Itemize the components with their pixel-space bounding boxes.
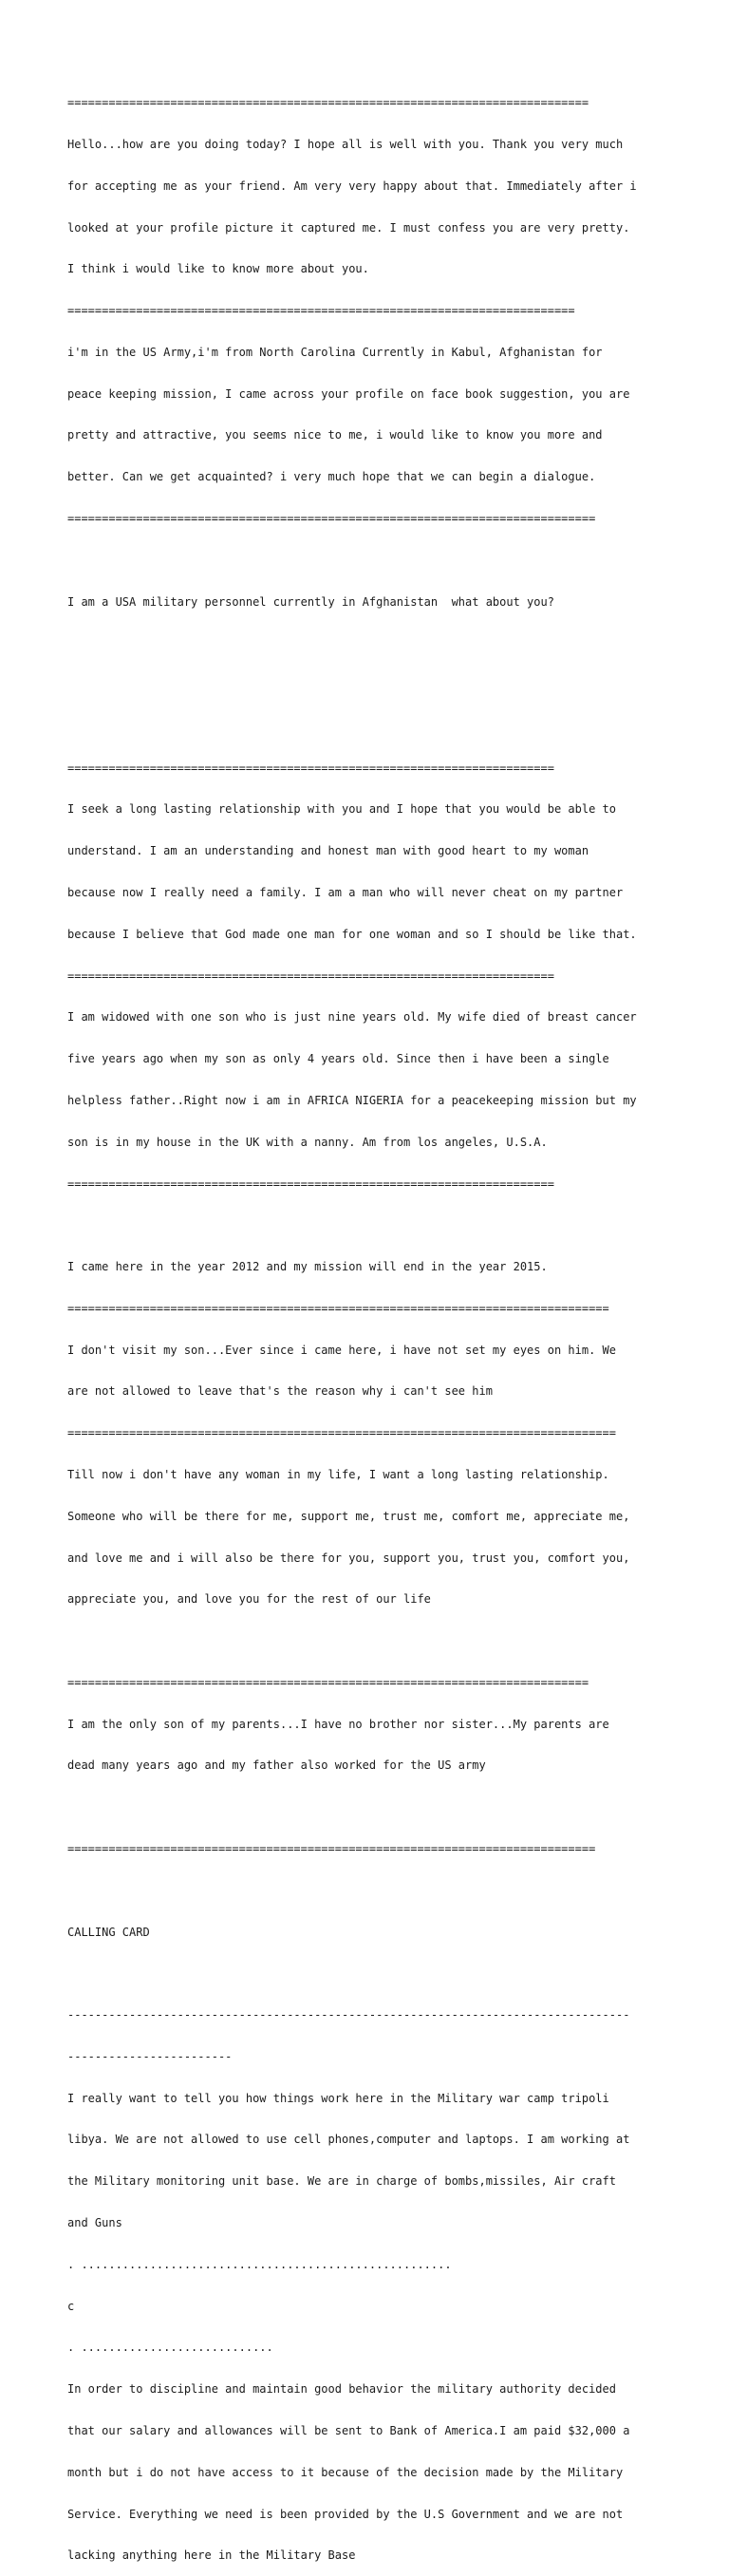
blank-line <box>67 678 675 692</box>
separator-line: ================================================================================ <box>67 1426 616 1440</box>
text-line: understand. I am an understanding and honest man with good heart to my woman <box>67 844 589 858</box>
text-line: I am widowed with one son who is just nine years old. My wife died of breast cancer <box>67 1010 637 1025</box>
separator-line: ============================================================================ <box>67 1675 589 1689</box>
text-line: c <box>67 2299 75 2313</box>
blank-line <box>67 1884 675 1898</box>
text-line: peace keeping mission, I came across your profile on face book suggestion, you are <box>67 386 630 401</box>
separator-line: =============================================================================== <box>67 1301 609 1315</box>
blank-line <box>67 554 675 568</box>
text-line: lacking anything here in the Military Base <box>67 2548 356 2563</box>
text-line: dead many years ago and my father also worked for the US army <box>67 1758 486 1773</box>
text-line: appreciate you, and love you for the rest of our life <box>67 1592 431 1607</box>
text-line: and Guns <box>67 2216 122 2230</box>
blank-line <box>67 720 675 734</box>
text-line: pretty and attractive, you seems nice to me, i would like to know you more and <box>67 428 603 442</box>
blank-line <box>67 1966 675 1981</box>
text-line: Someone who will be there for me, support me, trust me, comfort me, appreciate me, <box>67 1509 630 1523</box>
text-line: are not allowed to leave that's the reason why i can't see him <box>67 1384 493 1399</box>
separator-line: ============================================================================= <box>67 1842 596 1855</box>
separator-line: ======================================================================= <box>67 761 554 775</box>
text-line: I am a USA military personnel currently in Afghanistan what about you? <box>67 594 554 609</box>
dotted-line: . ............................ <box>67 2341 273 2355</box>
text-line: I don't visit my son...Ever since i came here, i have not set my eyes on him. We <box>67 1343 616 1357</box>
text-line: and love me and i will also be there for you, support you, trust you, comfort you, <box>67 1551 630 1565</box>
text-line: month but i do not have access to it because of the decision made by the Military <box>67 2465 624 2479</box>
text-line: In order to discipline and maintain good behavior the military authority decided <box>67 2382 616 2397</box>
text-line: five years ago when my son as only 4 years old. Since then i have been a single <box>67 1052 609 1066</box>
text-line: better. Can we get acquainted? i very much hope that we can begin a dialogue. <box>67 470 596 484</box>
text-line: I came here in the year 2012 and my mission will end in the year 2015. <box>67 1260 548 1274</box>
separator-line: ============================================================================ <box>67 96 589 110</box>
separator-line: ======================================================================= <box>67 968 554 983</box>
text-line: libya. We are not allowed to use cell phones,computer and laptops. I am working at <box>67 2133 630 2147</box>
text-line: because now I really need a family. I am a man who will never cheat on my partner <box>67 886 624 900</box>
text-line: the Military monitoring unit base. We are in charge of bombs,missiles, Air craft <box>67 2174 616 2189</box>
text-line: helpless father..Right now i am in AFRICA NIGERIA for a peacekeeping mission but my <box>67 1093 637 1107</box>
text-line: I am the only son of my parents...I have no brother nor sister...My parents are <box>67 1717 609 1731</box>
blank-line <box>67 1218 675 1232</box>
dotted-line: . ...................................................... <box>67 2257 452 2271</box>
text-line: Till now i don't have any woman in my life, I want a long lasting relationship. <box>67 1467 609 1481</box>
blank-line <box>67 1634 675 1648</box>
separator-line: ======================================================================= <box>67 1176 554 1191</box>
text-line: for accepting me as your friend. Am very very happy about that. Immediately after i <box>67 179 637 193</box>
dashed-rule: ------------------------ <box>67 2049 233 2063</box>
text-line: that our salary and allowances will be sent to Bank of America.I am paid $32,000 a <box>67 2423 630 2437</box>
text-line: looked at your profile picture it captured me. I must confess you are very pretty. <box>67 220 630 235</box>
section-heading: CALLING CARD <box>67 1925 150 1939</box>
text-line: because I believe that God made one man for one woman and so I should be like that. <box>67 927 637 941</box>
text-line: I think i would like to know more about you. <box>67 262 369 276</box>
text-line: I seek a long lasting relationship with you and I hope that you would be able to <box>67 802 616 817</box>
text-line: son is in my house in the UK with a nanny. Am from los angeles, U.S.A. <box>67 1135 548 1149</box>
text-line: Service. Everything we need is been provided by the U.S Government and we are not <box>67 2507 624 2521</box>
text-line: i'm in the US Army,i'm from North Carolina Currently in Kabul, Afghanistan for <box>67 345 603 359</box>
blank-line <box>67 636 675 650</box>
separator-line: ============================================================================= <box>67 512 596 525</box>
blank-line <box>67 1800 675 1814</box>
text-line: I really want to tell you how things work here in the Military war camp tripoli <box>67 2091 609 2105</box>
text-line: Hello...how are you doing today? I hope all is well with you. Thank you very much <box>67 137 624 151</box>
document-body <box>67 68 675 2576</box>
dashed-rule: ---------------------------------------------------------------------------------- <box>67 2008 630 2022</box>
separator-line: ========================================================================== <box>67 304 575 318</box>
